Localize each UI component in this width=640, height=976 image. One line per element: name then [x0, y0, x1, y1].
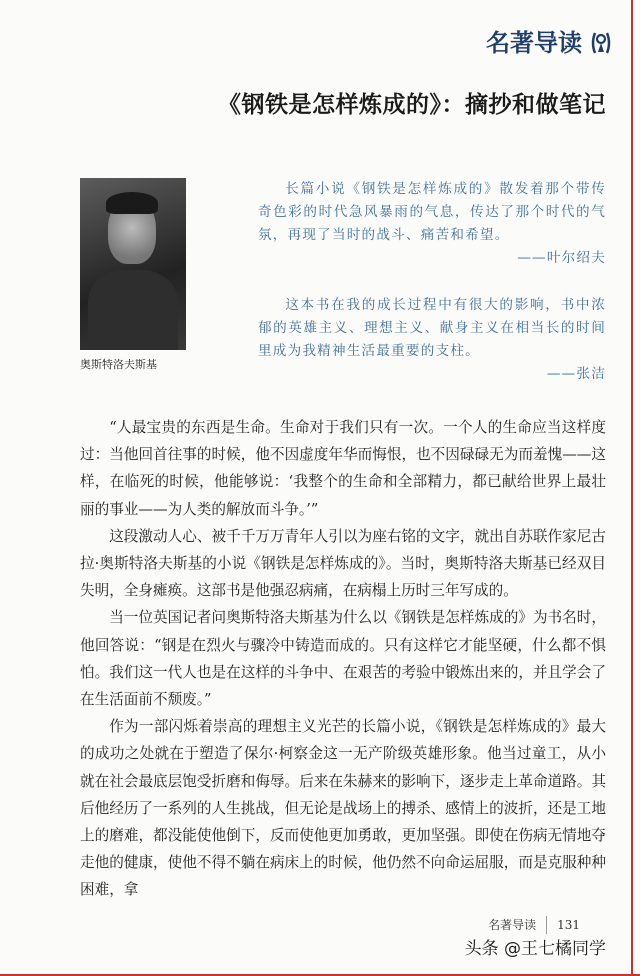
portrait-caption: 奥斯特洛夫斯基: [80, 358, 157, 371]
section-header: [80, 28, 612, 58]
quote-author: ——张洁: [546, 366, 606, 382]
quote-1: [258, 178, 606, 270]
intro-block: [80, 178, 606, 396]
paragraph: “人最宝贵的东西是生命。生命对于我们只有一次。一个人的生命应当这样度过：当他回首往事的时候，他不因虚度年华而悔恨，也不因碌碌无为而羞愧——这样，在临死的时候，他能够说：‘我整个的生命和全部精力，都已献给世界上最壮丽的事业——为人类的解放而斗争。’”: [80, 419, 606, 518]
section-label: 名著导读: [486, 29, 582, 57]
article-body: [80, 414, 606, 904]
article-title: 《钢铁是怎样炼成的》：摘抄和做笔记: [218, 91, 606, 118]
paragraph: 作为一部闪烁着崇高的理想主义光芒的长篇小说，《钢铁是怎样炼成的》最大的成功之处就在于塑造了保尔·柯察金这一无产阶级英雄形象。他当过童工，从小就在社会最底层饱受折磨和侮辱。后来在朱赫来的影响下，逐步走上革命道路。其后他经历了一系列的人生挑战，但无论是战场上的搏杀、感情上的波折，还是工地上的磨难，都没能使他倒下，反而使他更加勇敢，更加坚强。即使在伤病无情地夺走他的健康，使他不得不躺在病床上的时候，他仍然不向命运屈服，而是克服种种困难，拿: [80, 718, 606, 899]
author-portrait: [80, 178, 186, 350]
page-border-bottom: [0, 974, 640, 976]
quote-2: [258, 294, 606, 386]
footer-section: 名著导读: [488, 917, 537, 932]
quote-author: ——叶尔绍夫: [517, 250, 606, 266]
paragraph: 当一位英国记者问奥斯特洛夫斯基为什么以《钢铁是怎样炼成的》为书名时，他回答说：“钢是在烈火与骤冷中铸造而成的。只有这样它才能坚硬，什么都不惧怕。我们这一代人也是在这样的斗争中、在艰苦的考验中锻炼出来的，并且学会了在生活面前不颓废。”: [80, 609, 606, 709]
quote-text: 长篇小说《钢铁是怎样炼成的》散发着那个带传奇色彩的时代急风暴雨的气息，传达了那个时代的气氛，再现了当时的战斗、痛苦和希望。: [258, 181, 606, 243]
paragraph: 这段激动人心、被千千万万青年人引以为座右铭的文字，就出自苏联作家尼古拉·奥斯特洛夫斯基的小说《钢铁是怎样炼成的》。当时，奥斯特洛夫斯基已经双目失明，全身瘫痪。这部书是他强忍病痛，在病榻上历时三年写成的。: [80, 527, 606, 600]
keyhole-icon: [590, 31, 612, 55]
footer-divider: [546, 916, 547, 934]
watermark: 头条 @王七橘同学: [464, 938, 606, 959]
portrait-column: [80, 178, 186, 396]
page-footer: [80, 916, 580, 934]
page-number: 131: [557, 917, 580, 932]
quotes-column: [258, 178, 606, 396]
quote-text: 这本书在我的成长过程中有很大的影响，书中浓郁的英雄主义、理想主义、献身主义在相当长的时间里成为我精神生活最重要的支柱。: [258, 297, 606, 359]
